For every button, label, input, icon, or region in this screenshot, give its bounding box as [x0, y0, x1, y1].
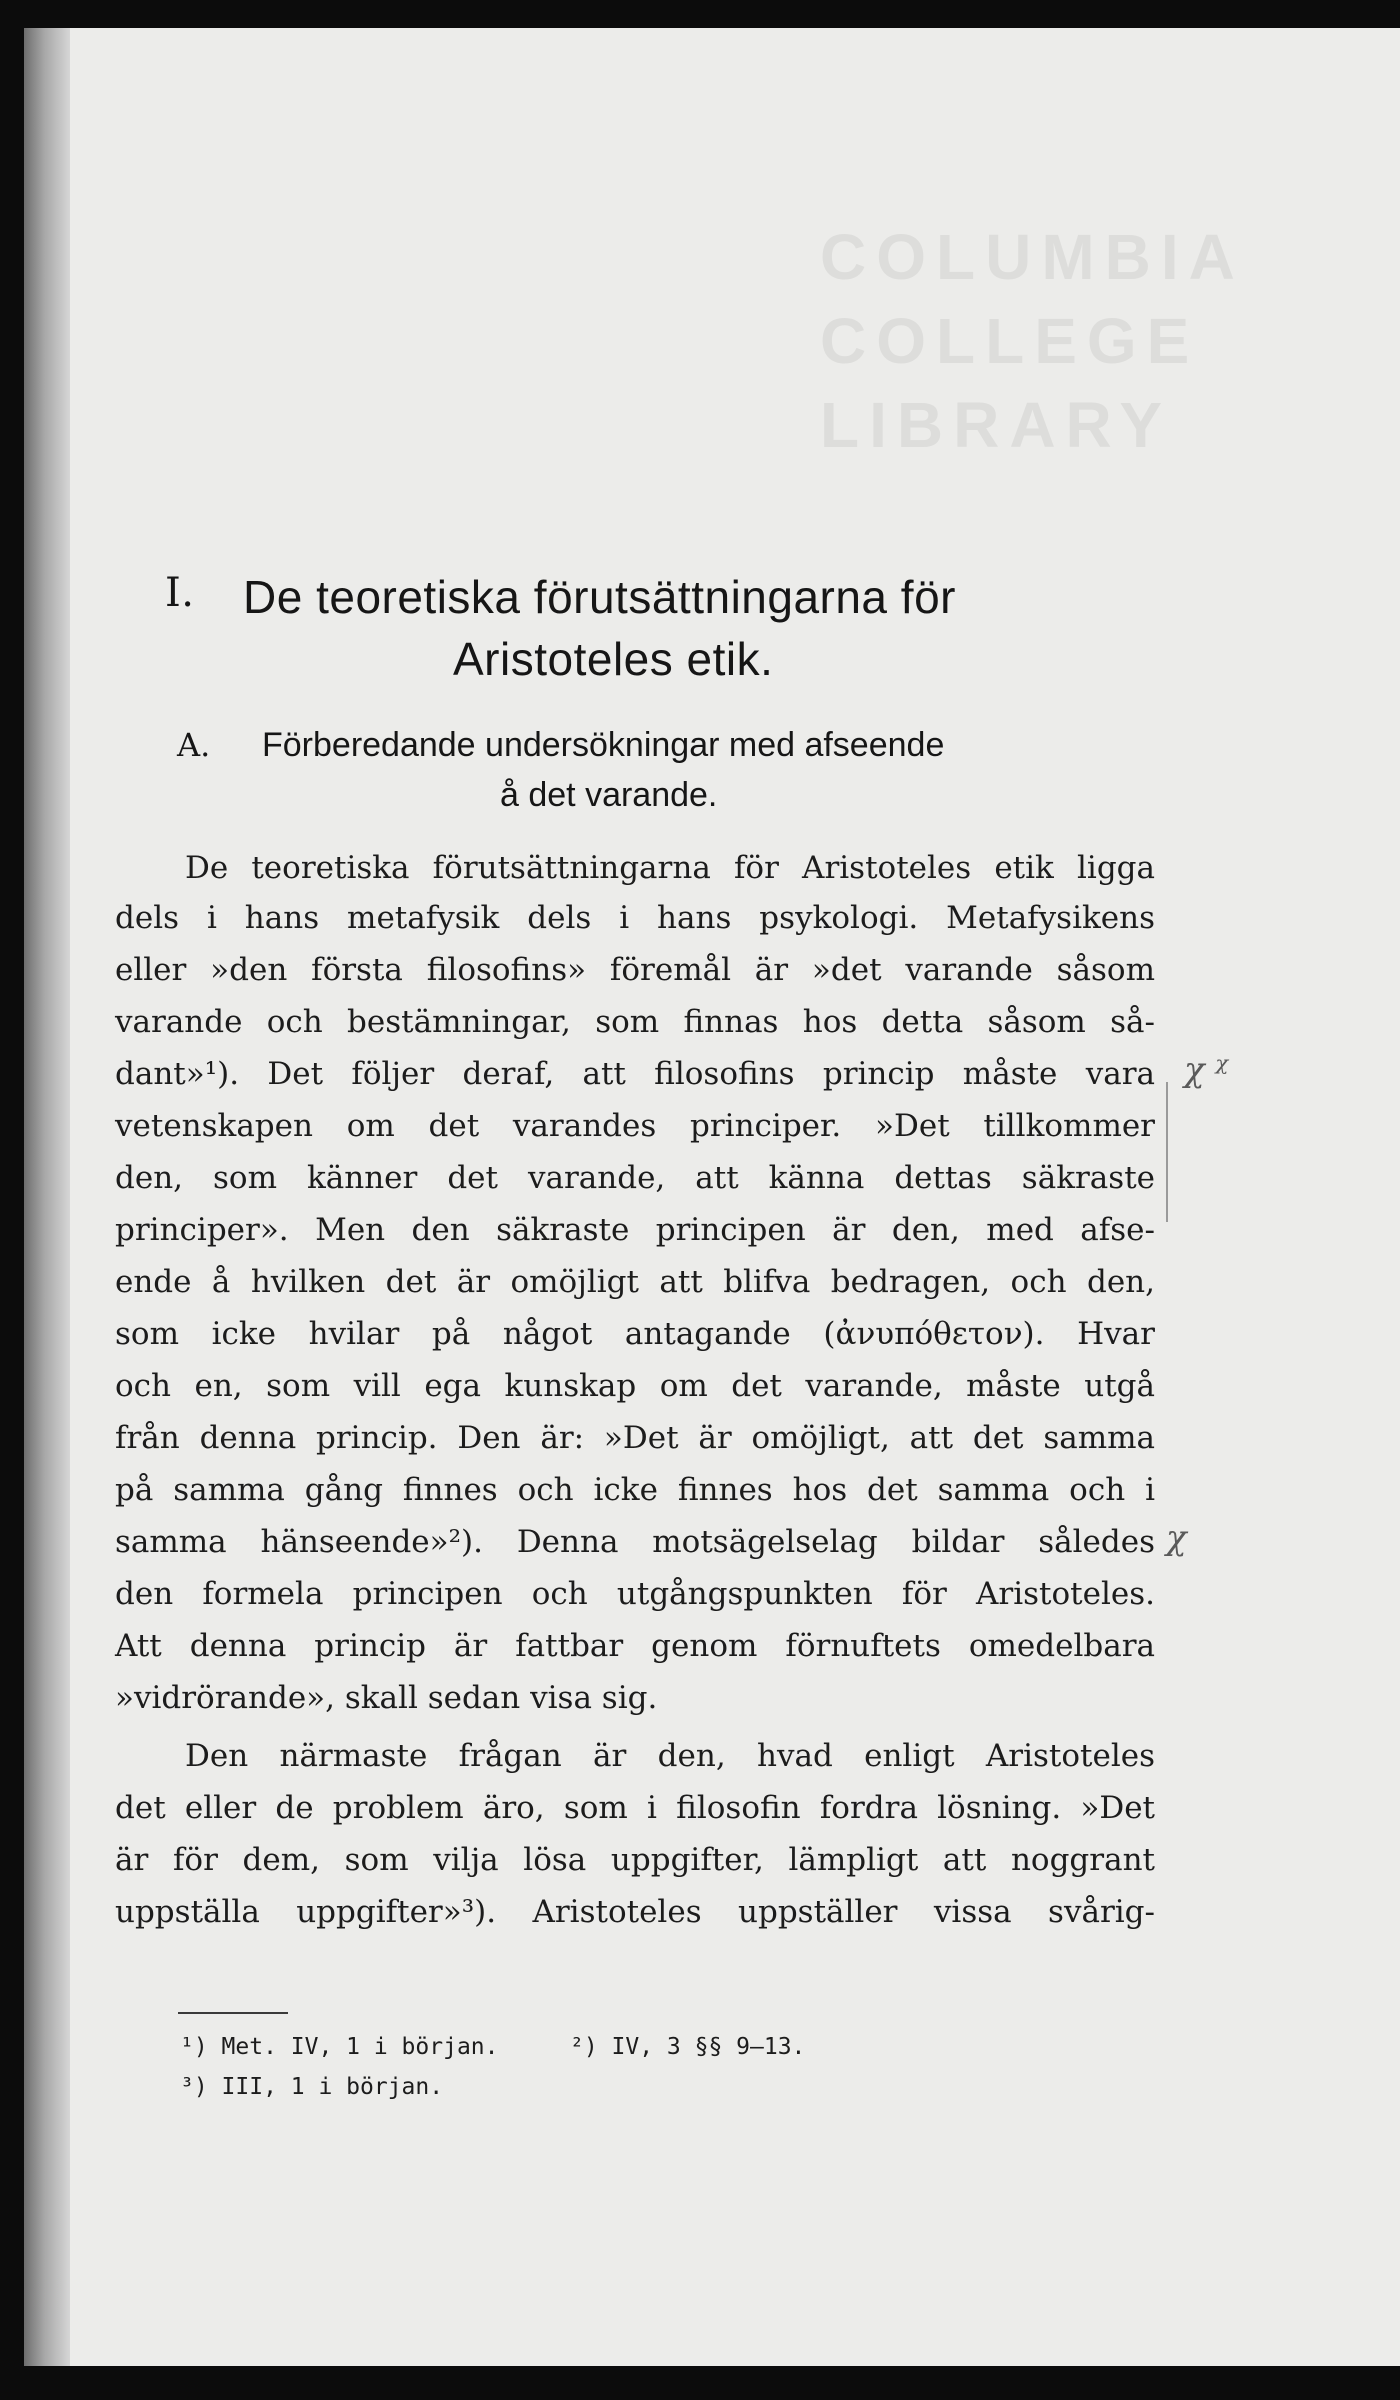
- body-text-line: vetenskapen om det varandes principer. »Det tillkommer: [115, 1108, 1155, 1144]
- body-text-line: Att denna princip är fattbar genom förnuftets omedelbara: [115, 1628, 1155, 1664]
- section-title-line-1: Förberedande undersökningar med afseende: [262, 726, 945, 764]
- footnote: ¹) Met. IV, 1 i början.: [180, 2034, 499, 2060]
- chapter-title-line-2: Aristoteles etik.: [453, 633, 774, 685]
- body-text-line: De teoretiska förutsättningarna för Aristoteles etik ligga: [185, 850, 1155, 886]
- footnote: ²) IV, 3 §§ 9–13.: [570, 2034, 806, 2060]
- body-text-line: principer». Men den säkraste principen är den, med afse-: [115, 1212, 1155, 1248]
- footnote-divider: [178, 2012, 288, 2014]
- body-text-line: är för dem, som vilja lösa uppgifter, lämpligt att noggrant: [115, 1842, 1155, 1878]
- body-text-line: som icke hvilar på något antagande (ἀνυπόθετον). Hvar: [115, 1316, 1155, 1352]
- body-text-line: ende å hvilken det är omöjligt att blifva bedragen, och den,: [115, 1264, 1155, 1300]
- body-text-line: varande och bestämningar, som finnas hos detta såsom så-: [115, 1004, 1155, 1040]
- section-letter: A.: [177, 726, 211, 764]
- scan-border-top: [0, 0, 1400, 28]
- margin-bracket-mark: [1166, 1082, 1178, 1222]
- body-text-line: det eller de problem äro, som i filosofin fordra lösning. »Det: [115, 1790, 1155, 1826]
- body-text-line: »vidrörande», skall sedan visa sig.: [115, 1680, 658, 1716]
- body-text-line: dels i hans metafysik dels i hans psykologi. Metafysikens: [115, 900, 1155, 936]
- section-title-line-2: å det varande.: [500, 776, 718, 814]
- margin-annotation: χ ᵡ: [1184, 1050, 1229, 1090]
- margin-annotation: χ: [1166, 1518, 1187, 1558]
- body-text-line: Den närmaste frågan är den, hvad enligt Aristoteles: [185, 1738, 1155, 1774]
- body-text-line: uppställa uppgifter»³). Aristoteles uppställer vissa svårig-: [115, 1894, 1155, 1930]
- footnote: ³) III, 1 i början.: [180, 2074, 444, 2100]
- body-text-line: eller »den första filosofins» föremål är »det varande såsom: [115, 952, 1155, 988]
- stamp-line: LIBRARY: [820, 389, 1173, 461]
- body-text-line: samma hänseende»²). Denna motsägelselag bildar således: [115, 1524, 1155, 1560]
- scan-border-left: [0, 0, 24, 2400]
- body-text-line: den formela principen och utgångspunkten för Aristoteles.: [115, 1576, 1155, 1612]
- chapter-title-line-1: De teoretiska förutsättningarna för: [243, 571, 956, 623]
- stamp-line: COLUMBIA: [820, 221, 1245, 293]
- body-text-line: på samma gång finnes och icke finnes hos det samma och i: [115, 1472, 1155, 1508]
- body-text-line: från denna princip. Den är: »Det är omöjligt, att det samma: [115, 1420, 1155, 1456]
- body-text-line: och en, som vill ega kunskap om det varande, måste utgå: [115, 1368, 1155, 1404]
- stamp-line: COLLEGE: [820, 305, 1200, 377]
- library-stamp: [820, 215, 1245, 515]
- scan-border-bottom: [0, 2366, 1400, 2400]
- body-text-line: dant»¹). Det följer deraf, att filosofins princip måste vara: [115, 1056, 1155, 1092]
- body-text-line: den, som känner det varande, att känna dettas säkraste: [115, 1160, 1155, 1196]
- page-binding-shadow: [24, 28, 70, 2366]
- chapter-number: I.: [165, 570, 195, 616]
